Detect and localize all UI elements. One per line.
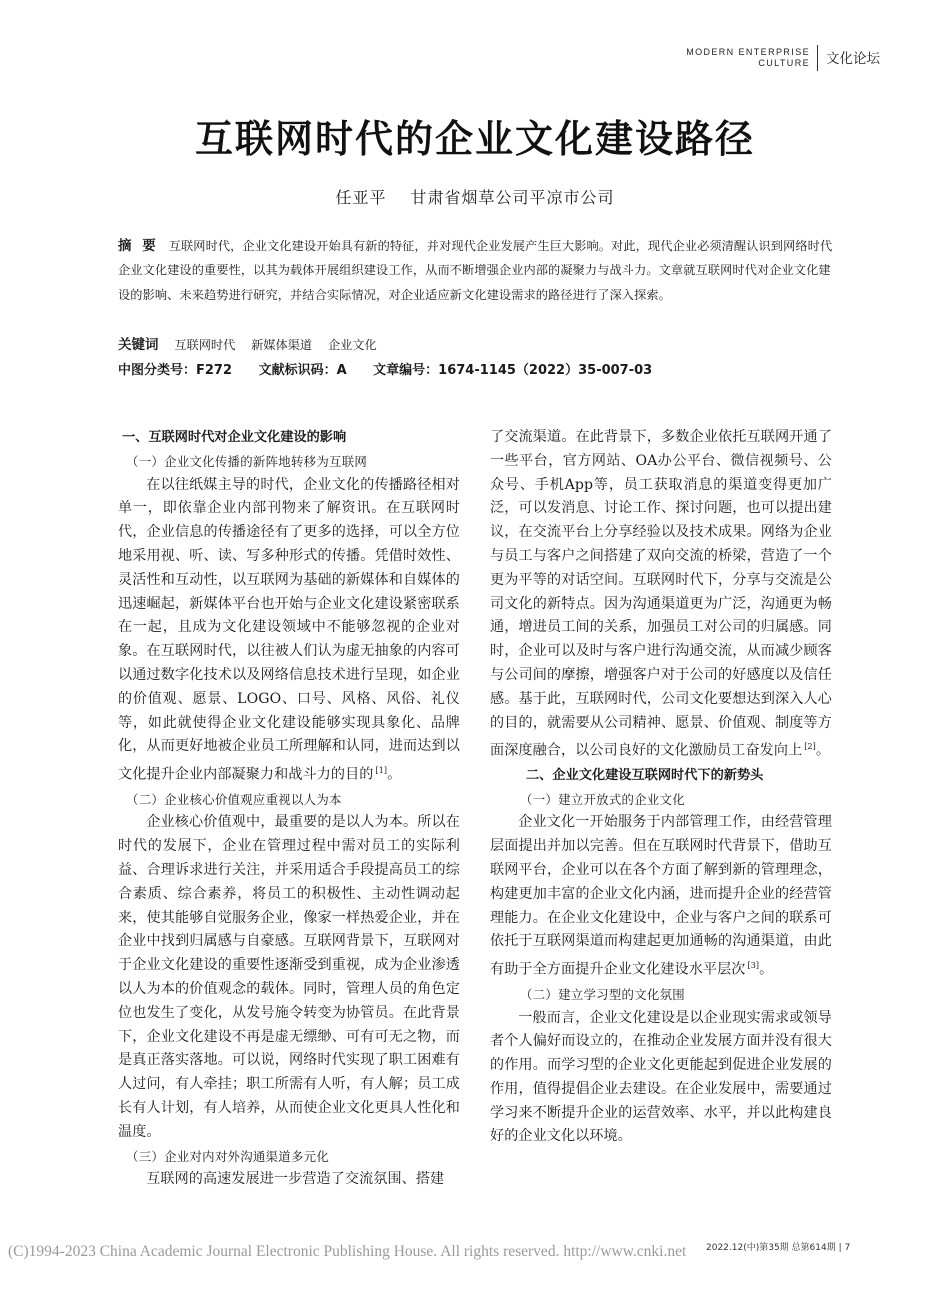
author-affiliation: 甘肃省烟草公司平凉市公司 [410,188,615,207]
keyword: 互联网时代 [174,338,236,352]
paragraph-continued [490,426,832,764]
subsection-heading: （二）建立学习型的文化氛围 [520,986,685,1002]
left-column [118,426,460,1192]
document-code: 文献标识码：A [258,363,347,378]
subsection-heading: （三）企业对内对外沟通渠道多元化 [126,1148,330,1164]
article-title: 互联网时代的企业文化建设路径 [194,117,755,161]
paragraph-text: 在以往纸媒主导的时代，企业文化的传播路径相对单一，即依靠企业内部刊物来了解资讯。在互联网时代，企业信息的传播途径有了更多的选择，可以全方位地采用视、听、读、写多种形式的传播。凭借时效性、灵活性和互动性，以互联网为基础的新媒体和自媒体的迅速崛起，新媒体平台也开始与企业文化建设紧密联系在一起，且成为文化建设领域中不能够忽视的企业对象。在互联网时代，以往被人们认为虚无抽象的内容可以通过数字化技术以及网络信息技术进行呈现，如企业的价值观、愿景、LOGO、口号、风格、风俗、礼仪等，如此就使得企业文化建设能够实现具象化、品牌化，从而更好地被企业员工所理解和认同，进而达到以文化提升企业内部凝聚力和战斗力的目的 [118,476,460,783]
article-number: 文章编号：1674-1145（2022）35-007-03 [373,363,653,378]
header-divider [817,45,818,71]
paragraph-end: 。 [387,766,402,783]
journal-name-english-line2: CULTURE [758,58,810,68]
classification-line [118,359,838,378]
right-column [490,426,832,1149]
section-heading: 一、互联网时代对企业文化建设的影响 [122,430,347,445]
paragraph-text: 企业文化一开始服务于内部管理工作，由经营管理层面提出并加以完善。但在互联网时代背景下，借助互联网平台，企业可以在各个方面了解到新的管理理念，构建更加丰富的企业文化内涵，进而提升企业的经营管理能力。在企业文化建设中，企业与客户之间的联系可依托于互联网渠道而构建起更加通畅的沟通渠道，由此有助于全方面提升企业文化建设水平层次 [490,814,832,978]
byline [0,185,950,208]
citation-ref: [1] [375,766,388,776]
keyword: 新媒体渠道 [251,338,313,352]
author-name: 任亚平 [335,188,387,207]
keyword: 企业文化 [328,338,377,352]
abstract [118,234,838,307]
subsection-heading: （二）企业核心价值观应重视以人为本 [126,791,342,807]
abstract-text: 互联网时代，企业文化建设开始具有新的特征，并对现代企业发展产生巨大影响。对此，现代企业必须清醒认识到网络时代企业文化建设的重要性，以其为载体开展组织建设工作，从而不断增强企业内部的凝聚力与战斗力。文章就互联网时代对企业文化建设的影响、未来趋势进行研究，并结合实际情况，对企业适应新文化建设需求的路径进行了深入探索。 [118,239,833,302]
clc-number: 中图分类号：F272 [118,363,233,378]
paragraph [118,474,460,788]
citation-ref: [2] [804,742,816,752]
issue-info: 2022.12(中)第35期 总第614期 | 7 [706,1243,851,1253]
paragraph: 互联网的高速发展进一步营造了交流氛围、搭建 [146,1171,445,1188]
section-label: 文化论坛 [826,51,880,67]
paragraph: 企业核心价值观中，最重要的是以人为本。所以在时代的发展下，企业在管理过程中需对员工的实际利益、合理诉求进行关注，并采用适合手段提高员工的综合素质、综合素养，将员工的积极性、主动性调动起来，使其能够自觉服务企业，像家一样热爱企业，并在企业中找到归属感与自豪感。互联网背景下，互联网对于企业文化建设的重要性逐渐受到重视，成为企业渗透以人为本的价值观念的载体。同时，管理人员的角色定位也发生了变化，从发号施令转变为协管员。在此背景下，企业文化建设不再是虚无缥缈、可有可无之物，而是真正落实落地。可以说，网络时代实现了职工困难有人过问，有人牵挂；职工所需有人听，有人解；员工成长有人计划，有人培养，从而使企业文化更具人性化和温度。 [118,814,460,1140]
copyright-watermark: (C)1994-2023 China Academic Journal Electronic Publishing House. All rights reserved. http://www.cnki.net [8,1243,687,1260]
paragraph-text: 了交流渠道。在此背景下，多数企业依托互联网开通了一些平台，官方网站、OA办公平台、微信视频号、公众号、手机App等，员工获取消息的渠道变得更加广泛，可以发消息、讨论工作、探讨问题，也可以提出建议，在交流平台上分享经验以及技术成果。网络为企业与员工与客户之间搭建了双向交流的桥梁，营造了一个更为平等的对话空间。互联网时代下，分享与交流是公司文化的新特点。因为沟通渠道更为广泛，沟通更为畅通，增进员工间的关系，加强员工对公司的归属感。同时，企业可以及时与客户进行沟通交流，从而减少顾客与公司间的摩擦，增强客户对于公司的好感度以及信任感。基于此，互联网时代，公司文化要想达到深入人心的目的，就需要从公司精神、愿景、价值观、制度等方面深度融合，以公司良好的文化激励员工奋发向上 [490,429,832,760]
keywords [118,333,838,353]
subsection-heading: （一）企业文化传播的新阵地转移为互联网 [126,453,368,469]
subsection-heading: （一）建立开放式的企业文化 [520,791,685,807]
abstract-label: 摘 要 [118,238,159,254]
paragraph-end: 。 [815,743,831,760]
section-heading: 二、企业文化建设互联网时代下的新势头 [526,767,764,783]
journal-name-english [610,47,810,69]
paragraph [490,811,832,982]
paragraph-end: 。 [759,961,774,978]
journal-name-english-line1: MODERN ENTERPRISE [686,47,810,57]
citation-ref: [3] [747,961,760,971]
paragraph: 一般而言，企业文化建设是以企业现实需求或领导者个人偏好而设立的，在推动企业发展方面并没有很大的作用。而学习型的企业文化更能起到促进企业发展的作用，值得提倡企业去建设。在企业发展中，需要通过学习来不断提升企业的运营效率、水平，并以此构建良好的企业文化以环境。 [490,1009,832,1145]
keywords-label: 关键词 [118,337,159,353]
